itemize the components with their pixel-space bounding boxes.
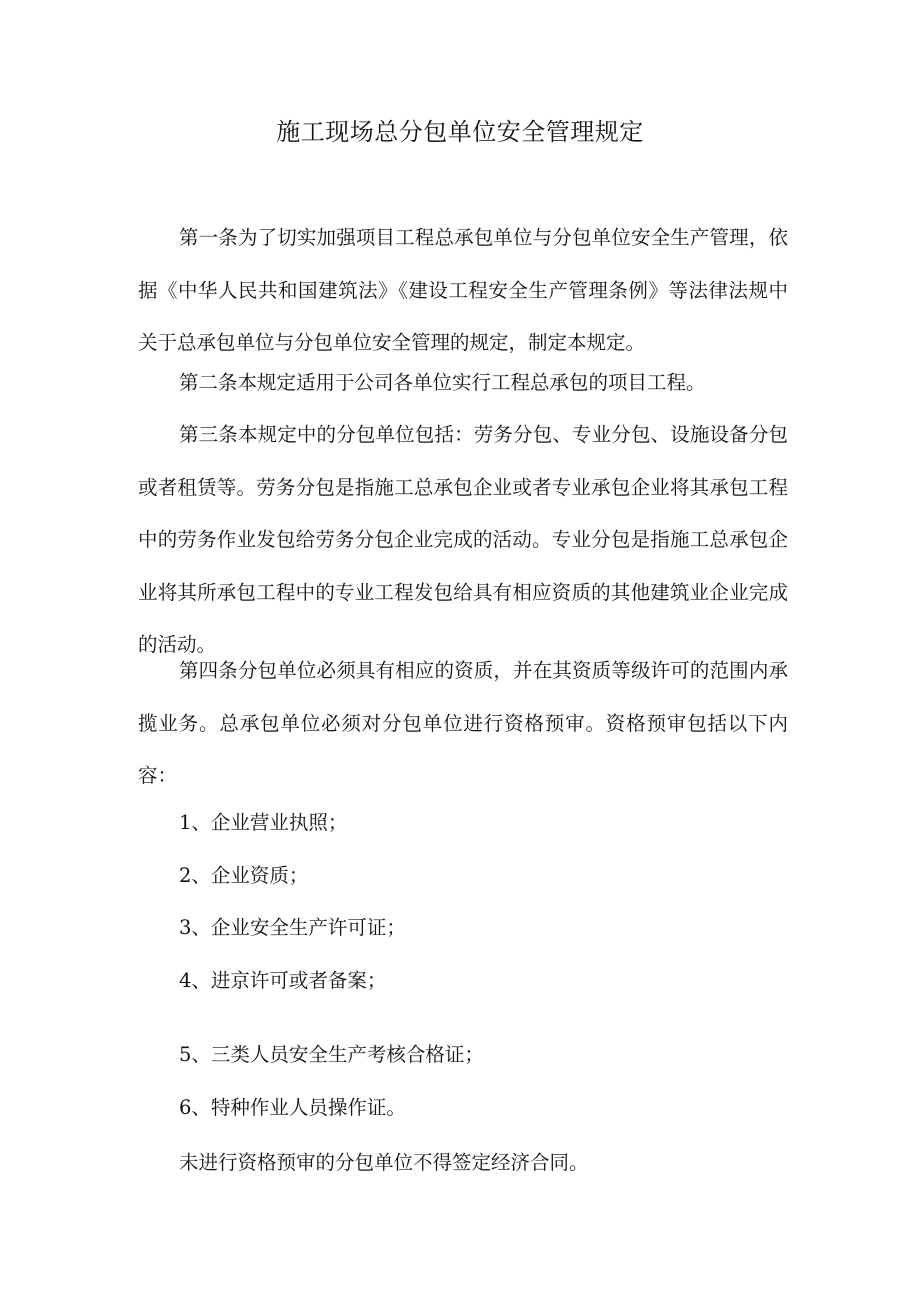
article-2: 第二条本规定适用于公司各单位实行工程总承包的项目工程。	[179, 371, 706, 394]
document-title: 施工现场总分包单位安全管理规定	[276, 118, 644, 146]
list-item: 5、三类人员安全生产考核合格证；	[179, 1043, 484, 1066]
article-1: 第一条为了切实加强项目工程总承包单位与分包单位安全生产管理，依据《中华人民共和国建筑法》《建设工程安全生产管理条例》等法律法规中关于总承包单位与分包单位安全管理的规定，制定本规定。	[138, 226, 788, 354]
list-item: 3、企业安全生产许可证；	[179, 916, 406, 939]
list-item: 2、企业资质；	[179, 864, 309, 887]
list-item: 1、企业营业执照；	[179, 811, 348, 834]
article-3: 第三条本规定中的分包单位包括：劳务分包、专业分包、设施设备分包或者租赁等。劳务分包是指施工总承包企业或者专业承包企业将其承包工程中的劳务作业发包给劳务分包企业完成的活动。专业分包是指施工总承包企业将其所承包工程中的专业工程发包给具有相应资质的其他建筑业企业完成的活动。	[138, 423, 788, 656]
list-item: 6、特种作业人员操作证。	[179, 1096, 406, 1119]
article-4: 第四条分包单位必须具有相应的资质，并在其资质等级许可的范围内承揽业务。总承包单位必须对分包单位进行资格预审。资格预审包括以下内容：	[138, 659, 788, 787]
list-item: 4、进京许可或者备案；	[179, 969, 387, 992]
closing-statement: 未进行资格预审的分包单位不得签定经济合同。	[179, 1151, 589, 1174]
